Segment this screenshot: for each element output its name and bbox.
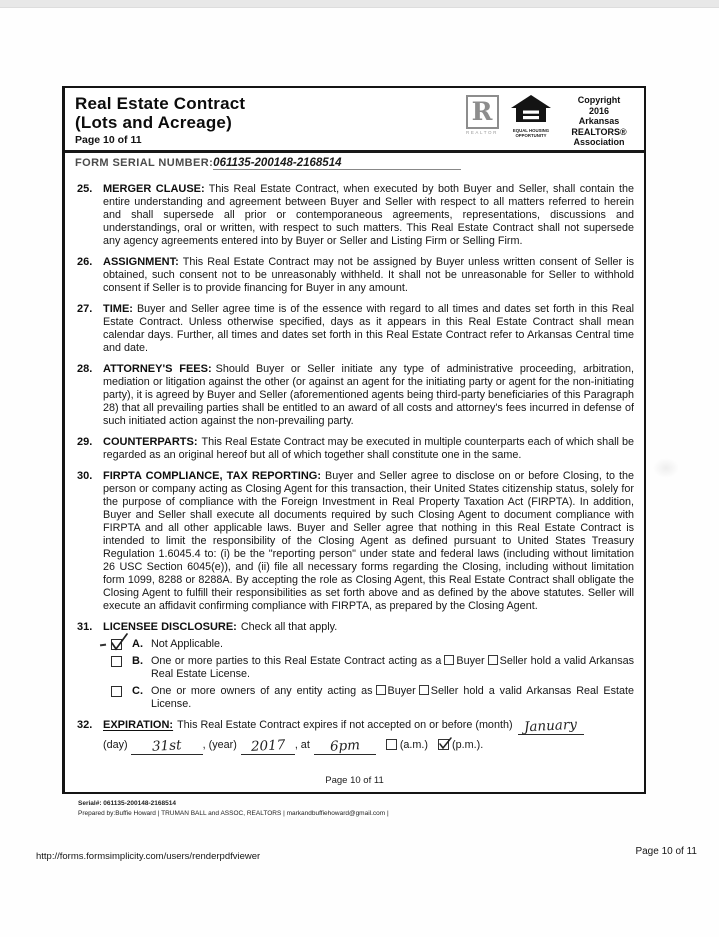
logo-block [464,94,636,148]
pm-label: (p.m.). [452,738,484,751]
clause-number: 28. [77,362,93,375]
clause-title: FIRPTA COMPLIANCE, TAX REPORTING: [103,469,321,482]
form-title-line1: Real Estate Contract [75,94,246,113]
clause-25-merger [77,183,634,248]
form-serial-label: FORM SERIAL NUMBER: [75,156,214,169]
clause-list [65,174,644,755]
clause-32-expiration [77,716,634,755]
c-seller-checkbox[interactable] [419,685,429,695]
am-label: (a.m.) [399,738,429,751]
seller-label: Seller [430,684,459,697]
copyright-line2: 2016 [588,105,610,116]
year-field[interactable] [241,736,295,755]
clause-title: MERGER CLAUSE: [103,182,205,195]
licensee-instruction: Check all that apply. [240,620,338,633]
buyer-label: Buyer [456,654,485,667]
clause-31-licensee-disclosure [77,621,634,711]
licensee-c-checkbox[interactable] [111,686,122,697]
equal-housing-label1: EQUAL HOUSING [512,128,550,133]
equal-housing-house-icon [510,95,552,123]
clause-title: ATTORNEY'S FEES: [103,362,212,375]
at-label: , at [294,738,310,751]
option-text: One or more owners of any entity acting as [151,684,373,697]
licensee-option-b [103,655,634,681]
title-block [75,94,245,146]
clause-body: This Real Estate Contract, when executed by both Buyer and Seller, shall contain the entire understanding and agreement between Buyer and Seller with respect to all matters referred to herein and shall supersede all prior or contemporaneous agreements, representations, discussions and understandings, oral or written, with respect to such matters. This Real Estate Contract shall not supersede any agency agreements entered into by Buyer or Seller and Listing Firm or Selling Firm. [103,182,634,247]
clause-body: This Real Estate Contract may not be assigned by Buyer unless written consent of Seller is obtained, such consent not to be unreasonably withheld. It shall not be unreasonable for Seller to withhold consent if Seller is to provide financing for Buyer in any amount. [103,255,634,294]
scan-edge-strip [0,0,719,8]
licensee-option-a [103,638,634,651]
copyright-line1: Copyright [577,95,621,105]
clause-body: Should Buyer or Seller initiate any type of administrative proceeding, arbitration, mediation or litigation against the other (or against an agent for the initiating party or agent for the non-initiating party), it is agreed by Buyer and Seller (aforementioned agents being third-party beneficiaries of this Paragraph 28) that all prevailing parties shall be entitled to an award of all costs and attorney's fees incurred in defense of such initiated action against the non-prevailing party. [103,362,634,427]
clause-number: 31. [77,620,93,633]
footer-serial-line: Serial#: 061135-200148-2168514 [78,800,176,807]
b-buyer-checkbox[interactable] [444,655,454,665]
copyright-line5: Association [573,137,625,147]
handwritten-dash-mark [100,643,106,645]
option-letter: B. [132,654,143,667]
form-serial-row [65,153,644,174]
copyright-line4: REALTORS® [571,126,627,137]
print-footer-page-number: Page 10 of 11 [635,846,697,857]
clause-body: This Real Estate Contract may be executed in multiple counterparts each of which shall be regarded as an original hereof but all of which together shall constitute one in the same. [103,435,634,461]
footer-prepared-line: Prepared by:Buffie Howard | TRUMAN BALL and ASSOC, REALTORS | markandbuffiehoward@gmail.com | [78,810,389,817]
clause-title: EXPIRATION: [103,718,174,731]
form-header [65,88,644,153]
clause-number: 30. [77,469,93,482]
clause-title: ASSIGNMENT: [103,255,179,268]
realtor-logo-label: REALTOR [465,130,499,135]
option-text-post: hold a valid Arkansas Real Estate License. [151,684,634,710]
clause-number: 32. [77,718,93,731]
option-text: One or more parties to this Real Estate Contract acting as a [151,654,442,667]
clause-28-attorneys-fees [77,363,634,428]
day-field[interactable] [131,736,203,755]
year-label: , (year) [202,738,237,751]
equal-housing-label2: OPPORTUNITY [515,133,547,139]
copyright-line3: Arkansas [578,116,620,126]
print-footer-url: http://forms.formsimplicity.com/users/renderpdfviewer [36,851,261,862]
clause-number: 25. [77,182,93,195]
clause-number: 27. [77,302,93,315]
month-handwritten-value: January [523,716,578,735]
contract-form-box [62,86,646,794]
expiration-lead: This Real Estate Contract expires if not accepted on or before (month) [177,718,513,731]
clause-30-firpta [77,470,634,613]
option-text-post: hold a valid Arkansas Real Estate License. [151,654,634,680]
form-title-line2: (Lots and Acreage) [75,113,232,132]
time-field[interactable] [314,736,376,755]
clause-title: TIME: [103,302,133,315]
option-text: Not Applicable. [151,637,224,650]
clause-26-assignment [77,256,634,295]
clause-27-time [77,303,634,355]
clause-title: COUNTERPARTS: [103,435,198,448]
clause-number: 26. [77,255,93,268]
clause-title: LICENSEE DISCLOSURE: [103,620,237,633]
clause-body: Buyer and Seller agree time is of the essence with regard to all times and dates set forth in this Real Estate Contract. Unless otherwise specified, days as it appears in this Real Estate Contract shall mean calendar days. Further, all times and dates set forth in this Real Estate Contract refer to Arkansas Central time and date. [103,302,634,354]
form-serial-value: 061135-200148-2168514 [213,157,461,170]
buyer-label: Buyer [387,684,416,697]
seller-label: Seller [499,654,528,667]
document-footer [78,799,389,819]
c-buyer-checkbox[interactable] [376,685,386,695]
clause-body: Buyer and Seller agree to disclose on or before Closing, to the person or company acting as Closing Agent for this transaction, their United States citizenship status, solely for the purpose of compliance with the Foreign Investment in Real Property Taxation Act (FIRPTA). In addition, Buyer and Seller shall execute all documents required by such Closing Agent to document compliance with FIRPTA and all other applicable laws. Buyer and Seller agree that nothing in this Real Estate Contract is intended to limit the responsibility of the Closing Agent as defined pursuant to United States Treasury Regulation 1.6045.4 to: (i) be the "reporting person" under state and federal laws (including without limitation 26 USC Section 6045(e)), and (ii) file all necessary forms regarding the Closing, including without limitation form 1099, 8288 or 8288A. By accepting the role as Closing Agent, this Real Estate Contract shall obligate the Closing Agent to fulfill their responsibilities as set forth above and as defined by the above statutes. Seller will execute an affidavit confirming compliance with FIRPTA, as prepared by the Closing Agent. [103,469,634,612]
day-handwritten-value: 31st [151,736,182,755]
handwritten-checkmark-icon [438,736,453,751]
option-letter: C. [132,684,143,697]
licensee-b-checkbox[interactable] [111,656,122,667]
realtor-logo-letter: R [466,95,499,129]
month-field[interactable] [518,716,584,735]
equal-housing-icon [508,95,554,138]
handwritten-checkmark-icon [110,632,130,652]
inner-page-number: Page 10 of 11 [325,775,384,786]
copyright-block [562,95,636,148]
option-letter: A. [132,637,143,650]
b-seller-checkbox[interactable] [488,655,498,665]
licensee-option-c [103,685,634,711]
year-handwritten-value: 2017 [250,736,286,755]
clause-29-counterparts [77,436,634,462]
realtor-logo-icon [464,95,500,135]
time-handwritten-value: 6pm [329,736,361,755]
day-label: (day) [103,738,128,751]
scan-smudge [653,458,679,478]
pm-checkbox[interactable] [438,739,449,750]
form-page-label: Page 10 of 11 [75,134,142,146]
am-checkbox[interactable] [386,739,397,750]
clause-number: 29. [77,435,93,448]
